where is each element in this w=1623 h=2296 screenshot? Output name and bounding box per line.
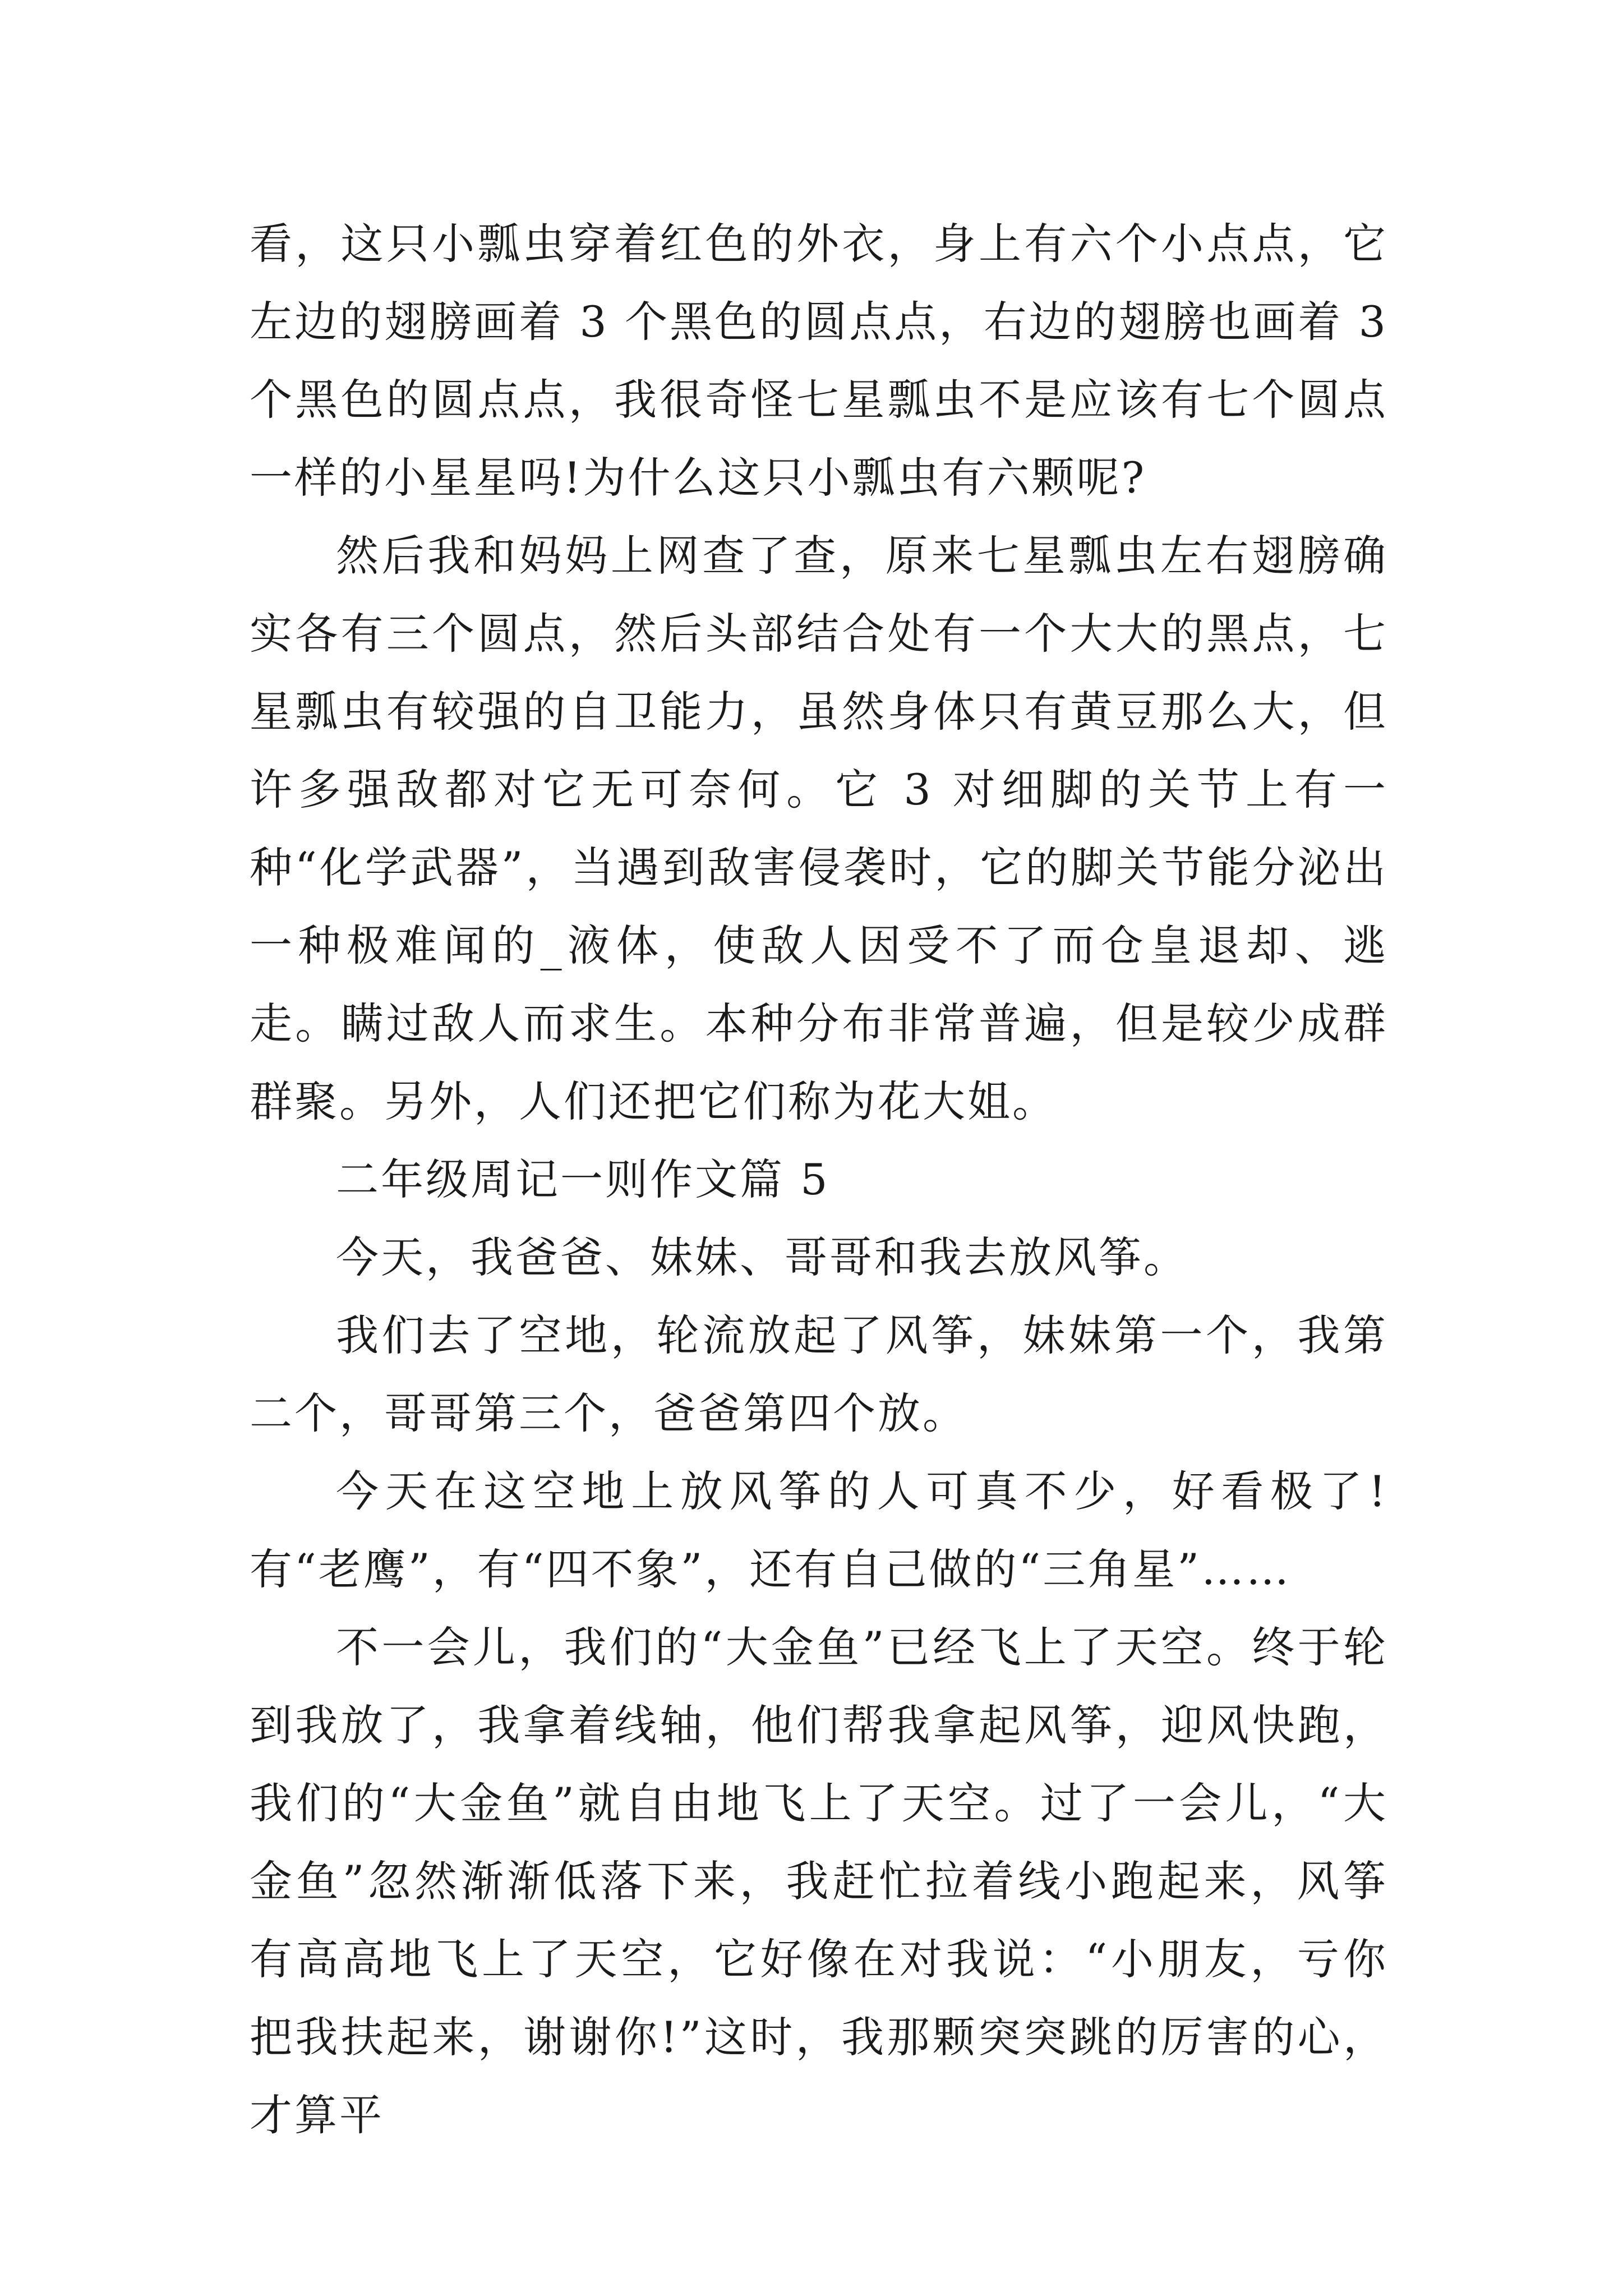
paragraph-ladybug-description: 看，这只小瓢虫穿着红色的外衣，身上有六个小点点，它左边的翅膀画着 3 个黑色的圆点点，右边的翅膀也画着 3 个黑色的圆点点，我很奇怪七星瓢虫不是应该有七个圆点一样的小星星吗!为什么这只小瓢虫有六颗呢?: [250, 219, 1388, 503]
paragraph-ladybug-research: 然后我和妈妈上网查了查，原来七星瓢虫左右翅膀确实各有三个圆点，然后头部结合处有一个大大的黑点，七星瓢虫有较强的自卫能力，虽然身体只有黄豆那么大，但许多强敌都对它无可奈何。它 3 对细脚的关节上有一种“化学武器”，当遇到敌害侵袭时，它的脚关节能分泌出一种极难闻的_液体，使敌人因受不了而仓皇退却、逃走。瞒过敌人而求生。本种分布非常普遍，但是较少成群群聚。另外，人们还把它们称为花大姐。: [250, 531, 1388, 1126]
section-heading: 二年级周记一则作文篇 5: [336, 1154, 830, 1204]
paragraph-kite-variety: 今天在这空地上放风筝的人可真不少，好看极了!有“老鹰”，有“四不象”，还有自己做的“三角星”……: [250, 1466, 1388, 1594]
paragraph-kite-intro: 今天，我爸爸、妹妹、哥哥和我去放风筝。: [336, 1232, 1188, 1282]
paragraph-kite-order: 我们去了空地，轮流放起了风筝，妹妹第一个，我第二个，哥哥第三个，爸爸第四个放。: [250, 1310, 1388, 1438]
document-body: [250, 205, 1388, 2154]
paragraph-kite-flight: 不一会儿，我们的“大金鱼”已经飞上了天空。终于轮到我放了，我拿着线轴，他们帮我拿起风筝，迎风快跑，我们的“大金鱼”就自由地飞上了天空。过了一会儿，“大金鱼”忽然渐渐低落下来，我赶忙拉着线小跑起来，风筝有高高地飞上了天空，它好像在对我说：“小朋友，亏你把我扶起来，谢谢你!”这时，我那颗突突跳的厉害的心，才算平: [250, 1622, 1388, 2140]
